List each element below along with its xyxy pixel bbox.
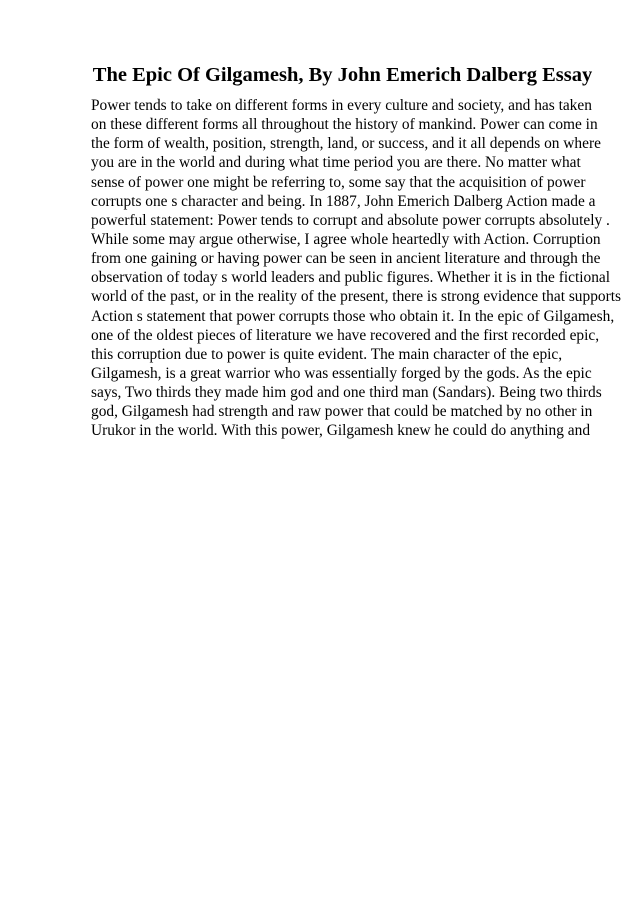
essay-line: corrupts one s character and being. In 1887, John Emerich Dalberg Action made a bbox=[91, 192, 596, 210]
essay-line: powerful statement: Power tends to corrupt and absolute power corrupts absolutely . bbox=[91, 211, 610, 229]
essay-line: from one gaining or having power can be seen in ancient literature and through the bbox=[91, 250, 601, 268]
essay-line: says, Two thirds they made him god and one third man (Sandars). Being two thirds bbox=[91, 384, 602, 402]
essay-line: world of the past, or in the reality of the present, there is strong evidence that supports bbox=[91, 288, 621, 306]
essay-line: this corruption due to power is quite evident. The main character of the epic, bbox=[91, 345, 563, 363]
essay-line: Gilgamesh, is a great warrior who was essentially forged by the gods. As the epic bbox=[91, 364, 592, 382]
essay-line: you are in the world and during what time period you are there. No matter what bbox=[91, 154, 581, 172]
essay-line: Urukor in the world. With this power, Gilgamesh knew he could do anything and bbox=[91, 422, 591, 440]
essay-line: one of the oldest pieces of literature we have recovered and the first recorded epic, bbox=[91, 326, 600, 344]
essay-body bbox=[91, 96, 621, 441]
essay-line: Action s statement that power corrupts those who obtain it. In the epic of Gilgamesh, bbox=[91, 307, 615, 325]
essay-line: god, Gilgamesh had strength and raw power that could be matched by no other in bbox=[91, 403, 593, 421]
essay-line: sense of power one might be referring to, some say that the acquisition of power bbox=[91, 173, 586, 191]
essay-line: While some may argue otherwise, I agree whole heartedly with Action. Corruption bbox=[91, 230, 601, 248]
essay-title: The Epic Of Gilgamesh, By John Emerich Dalberg Essay bbox=[92, 64, 593, 86]
essay-line: the form of wealth, position, strength, land, or success, and it all depends on where bbox=[91, 135, 601, 153]
essay-line: observation of today s world leaders and public figures. Whether it is in the fictional bbox=[91, 269, 611, 287]
essay-line: on these different forms all throughout the history of mankind. Power can come in bbox=[91, 116, 598, 134]
essay-line: Power tends to take on different forms in every culture and society, and has taken bbox=[91, 97, 592, 114]
